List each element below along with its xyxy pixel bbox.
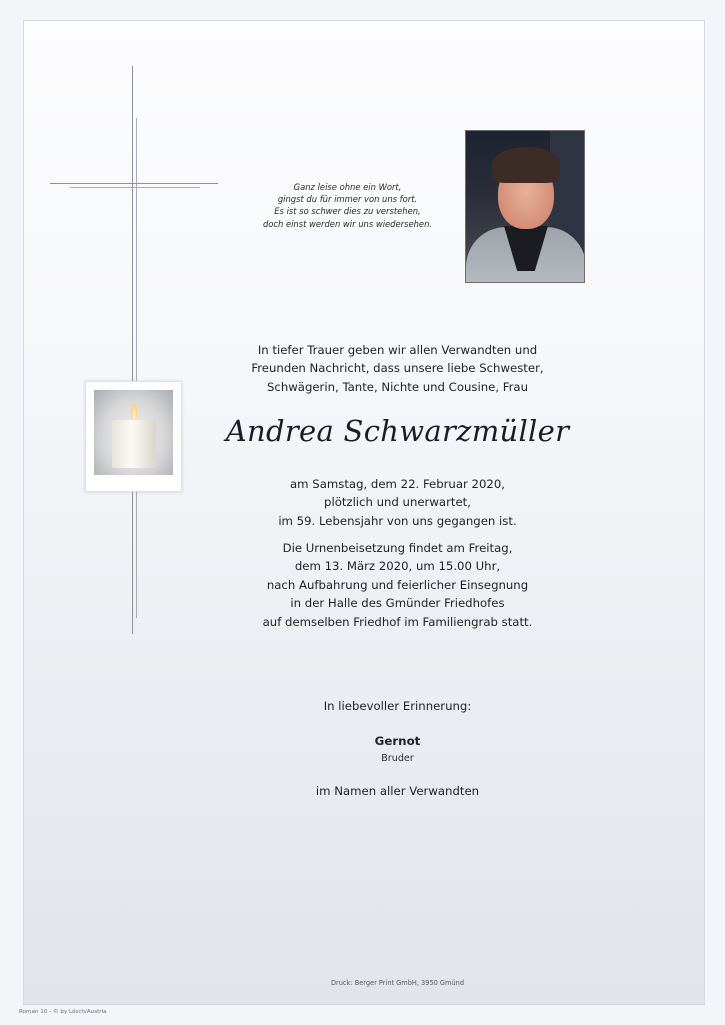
candle-flame bbox=[131, 404, 137, 420]
cross-horizontal-line bbox=[50, 183, 218, 184]
funeral-line: auf demselben Friedhof im Familiengrab statt. bbox=[262, 614, 533, 629]
relatives-text: im Namen aller Verwandten bbox=[315, 784, 480, 798]
memory-line bbox=[200, 697, 595, 715]
death-line: plötzlich und unerwartet, bbox=[324, 495, 471, 510]
printer-credit: Druck: Berger Print GmbH, 3950 Gmünd bbox=[330, 979, 465, 987]
intro-line: Schwägerin, Tante, Nichte und Cousine, Frau bbox=[266, 379, 529, 394]
death-line: am Samstag, dem 22. Februar 2020, bbox=[290, 477, 505, 491]
candle-icon bbox=[94, 390, 173, 475]
memory-text: In liebevoller Erinnerung: bbox=[323, 699, 472, 713]
intro-text bbox=[200, 341, 595, 396]
intro-line: In tiefer Trauer geben wir allen Verwandten und bbox=[257, 343, 538, 357]
candle-body bbox=[112, 420, 156, 468]
funeral-line: in der Halle des Gmünder Friedhofes bbox=[290, 596, 505, 611]
poem-line: doch einst werden wir uns wiedersehen. bbox=[262, 218, 433, 229]
candle-picture bbox=[85, 381, 182, 492]
template-code: Roman 10 - © by Lösch/Austria bbox=[19, 1009, 107, 1015]
deceased-name: Andrea Schwarzmüller bbox=[225, 414, 570, 448]
signer-name: Gernot bbox=[374, 734, 421, 748]
signer-role: Bruder bbox=[381, 753, 414, 764]
cross-vertical-line bbox=[132, 66, 133, 634]
death-line: im 59. Lebensjahr von uns gegangen ist. bbox=[278, 513, 517, 528]
funeral-line: dem 13. März 2020, um 15.00 Uhr, bbox=[294, 559, 501, 574]
poem-line: Ganz leise ohne ein Wort, bbox=[293, 182, 402, 192]
poem-line: gingst du für immer von uns fort. bbox=[277, 194, 418, 205]
portrait-photo bbox=[465, 130, 585, 283]
funeral-line: nach Aufbahrung und feierlicher Einsegnung bbox=[266, 577, 529, 592]
poem bbox=[240, 181, 455, 230]
poem-line: Es ist so schwer dies zu verstehen, bbox=[274, 206, 421, 217]
death-info bbox=[200, 475, 595, 530]
cross-vertical-line-inner bbox=[136, 118, 137, 618]
funeral-info bbox=[200, 539, 595, 631]
cross-horizontal-line-inner bbox=[70, 187, 200, 188]
relatives-line bbox=[200, 782, 595, 800]
funeral-line: Die Urnenbeisetzung findet am Freitag, bbox=[282, 541, 513, 555]
intro-line: Freunden Nachricht, dass unsere liebe Schwester, bbox=[251, 361, 544, 376]
